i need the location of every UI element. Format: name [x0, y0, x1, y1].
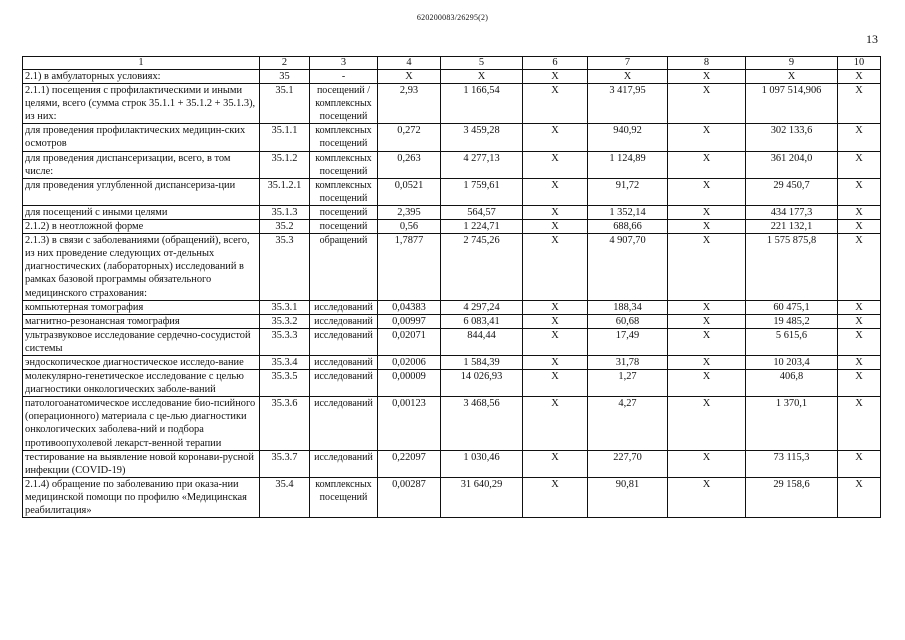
unit: обращений — [310, 234, 378, 300]
standard-volume: 2,93 — [378, 84, 441, 124]
cost-per-unit: 31 640,29 — [441, 477, 523, 517]
col7-value: 940,92 — [588, 124, 668, 151]
col7-value: 1 352,14 — [588, 205, 668, 219]
row-code: 35.1.2.1 — [260, 178, 310, 205]
col9-value: 5 615,6 — [746, 328, 838, 355]
col9-value: 434 177,3 — [746, 205, 838, 219]
standard-volume: 0,02006 — [378, 355, 441, 369]
col6-value: X — [523, 314, 588, 328]
col8-value: X — [668, 220, 746, 234]
row-label: ультразвуковое исследование сердечно-сосудистой системы — [23, 328, 260, 355]
table-row — [23, 178, 881, 205]
unit: посещений — [310, 205, 378, 219]
col9-value: 221 132,1 — [746, 220, 838, 234]
tariff-table — [22, 56, 881, 518]
table-header — [23, 57, 881, 70]
col10-value: X — [838, 234, 881, 300]
row-label: для проведения профилактических медицин-ских осмотров — [23, 124, 260, 151]
row-code: 35.3.5 — [260, 370, 310, 397]
column-number: 4 — [378, 57, 441, 70]
cost-per-unit: 1 030,46 — [441, 450, 523, 477]
col8-value: X — [668, 328, 746, 355]
row-code: 35.3.2 — [260, 314, 310, 328]
row-label: эндоскопическое диагностическое исследо-вание — [23, 355, 260, 369]
unit: исследований — [310, 314, 378, 328]
unit: комплексных посещений — [310, 151, 378, 178]
row-code: 35.3.7 — [260, 450, 310, 477]
unit: исследований — [310, 450, 378, 477]
row-code: 35.3 — [260, 234, 310, 300]
row-label: 2.1) в амбулаторных условиях: — [23, 70, 260, 84]
col10-value: X — [838, 355, 881, 369]
col8-value: X — [668, 355, 746, 369]
cost-per-unit: 2 745,26 — [441, 234, 523, 300]
cost-per-unit: 1 584,39 — [441, 355, 523, 369]
col6-value: X — [523, 205, 588, 219]
table-row — [23, 314, 881, 328]
col6-value: X — [523, 477, 588, 517]
col6-value: X — [523, 328, 588, 355]
unit: комплексных посещений — [310, 477, 378, 517]
col8-value: X — [668, 70, 746, 84]
column-number: 5 — [441, 57, 523, 70]
col10-value: X — [838, 477, 881, 517]
cost-per-unit: 1 224,71 — [441, 220, 523, 234]
standard-volume: 0,56 — [378, 220, 441, 234]
col9-value: 302 133,6 — [746, 124, 838, 151]
unit: исследований — [310, 397, 378, 450]
table-row — [23, 450, 881, 477]
col7-value: 4 907,70 — [588, 234, 668, 300]
row-label: 2.1.3) в связи с заболеваниями (обращений), всего, из них проведение следующих от-дельных диагностических (лабораторных) исследований в рамках базовой программы обязательного медицинского страхования: — [23, 234, 260, 300]
row-label: для проведения углубленной диспансериза-ции — [23, 178, 260, 205]
unit: исследований — [310, 328, 378, 355]
col7-value: 188,34 — [588, 300, 668, 314]
col7-value: 1,27 — [588, 370, 668, 397]
col10-value: X — [838, 370, 881, 397]
unit: исследований — [310, 370, 378, 397]
table-row — [23, 370, 881, 397]
standard-volume: 0,00123 — [378, 397, 441, 450]
col10-value: X — [838, 450, 881, 477]
col8-value: X — [668, 124, 746, 151]
standard-volume: 0,22097 — [378, 450, 441, 477]
row-label: магнитно-резонансная томография — [23, 314, 260, 328]
col7-value: X — [588, 70, 668, 84]
row-code: 35.1.3 — [260, 205, 310, 219]
unit: - — [310, 70, 378, 84]
unit: посещений — [310, 220, 378, 234]
col6-value: X — [523, 220, 588, 234]
standard-volume: X — [378, 70, 441, 84]
row-label: 2.1.1) посещения с профилактическими и иными целями, всего (сумма строк 35.1.1 + 35.1.2 + 35.1.3), из них: — [23, 84, 260, 124]
table-row — [23, 151, 881, 178]
col7-value: 90,81 — [588, 477, 668, 517]
row-label: молекулярно-генетическое исследование с целью диагностики онкологических заболе-ваний — [23, 370, 260, 397]
cost-per-unit: 3 459,28 — [441, 124, 523, 151]
col10-value: X — [838, 84, 881, 124]
col9-value: 29 450,7 — [746, 178, 838, 205]
standard-volume: 0,0521 — [378, 178, 441, 205]
row-code: 35.1.1 — [260, 124, 310, 151]
table-row — [23, 84, 881, 124]
col9-value: 406,8 — [746, 370, 838, 397]
standard-volume: 0,263 — [378, 151, 441, 178]
col8-value: X — [668, 178, 746, 205]
table-row — [23, 124, 881, 151]
column-number: 2 — [260, 57, 310, 70]
row-code: 35.1 — [260, 84, 310, 124]
col6-value: X — [523, 234, 588, 300]
cost-per-unit: 564,57 — [441, 205, 523, 219]
col6-value: X — [523, 370, 588, 397]
col7-value: 17,49 — [588, 328, 668, 355]
table-body — [23, 70, 881, 518]
col6-value: X — [523, 450, 588, 477]
col9-value: 1 370,1 — [746, 397, 838, 450]
col6-value: X — [523, 178, 588, 205]
unit: исследований — [310, 355, 378, 369]
cost-per-unit: X — [441, 70, 523, 84]
col6-value: X — [523, 151, 588, 178]
table-row — [23, 234, 881, 300]
col6-value: X — [523, 300, 588, 314]
page-number: 13 — [866, 32, 878, 46]
row-code: 35.3.1 — [260, 300, 310, 314]
cost-per-unit: 844,44 — [441, 328, 523, 355]
unit: комплексных посещений — [310, 178, 378, 205]
col9-value: 10 203,4 — [746, 355, 838, 369]
cost-per-unit: 1 166,54 — [441, 84, 523, 124]
cost-per-unit: 14 026,93 — [441, 370, 523, 397]
table-row — [23, 477, 881, 517]
col6-value: X — [523, 124, 588, 151]
cost-per-unit: 3 468,56 — [441, 397, 523, 450]
row-code: 35.3.4 — [260, 355, 310, 369]
col7-value: 91,72 — [588, 178, 668, 205]
col8-value: X — [668, 300, 746, 314]
table-row — [23, 328, 881, 355]
col6-value: X — [523, 355, 588, 369]
col10-value: X — [838, 314, 881, 328]
row-label: для посещений с иными целями — [23, 205, 260, 219]
cost-per-unit: 6 083,41 — [441, 314, 523, 328]
col8-value: X — [668, 205, 746, 219]
row-code: 35 — [260, 70, 310, 84]
col10-value: X — [838, 70, 881, 84]
col10-value: X — [838, 220, 881, 234]
standard-volume: 0,272 — [378, 124, 441, 151]
col10-value: X — [838, 328, 881, 355]
column-number: 9 — [746, 57, 838, 70]
col9-value: 1 097 514,906 — [746, 84, 838, 124]
cost-per-unit: 4 297,24 — [441, 300, 523, 314]
col10-value: X — [838, 124, 881, 151]
standard-volume: 2,395 — [378, 205, 441, 219]
unit: исследований — [310, 300, 378, 314]
col6-value: X — [523, 84, 588, 124]
col9-value: 361 204,0 — [746, 151, 838, 178]
col9-value: 19 485,2 — [746, 314, 838, 328]
col9-value: 73 115,3 — [746, 450, 838, 477]
column-number: 7 — [588, 57, 668, 70]
col10-value: X — [838, 151, 881, 178]
col7-value: 688,66 — [588, 220, 668, 234]
cost-per-unit: 1 759,61 — [441, 178, 523, 205]
col7-value: 227,70 — [588, 450, 668, 477]
standard-volume: 0,00997 — [378, 314, 441, 328]
row-code: 35.1.2 — [260, 151, 310, 178]
standard-volume: 0,02071 — [378, 328, 441, 355]
standard-volume: 0,04383 — [378, 300, 441, 314]
col9-value: 60 475,1 — [746, 300, 838, 314]
column-number: 10 — [838, 57, 881, 70]
table-row — [23, 220, 881, 234]
col10-value: X — [838, 300, 881, 314]
column-number: 8 — [668, 57, 746, 70]
table-row — [23, 205, 881, 219]
col8-value: X — [668, 397, 746, 450]
col9-value: X — [746, 70, 838, 84]
row-code: 35.2 — [260, 220, 310, 234]
col10-value: X — [838, 178, 881, 205]
col8-value: X — [668, 450, 746, 477]
unit: комплексных посещений — [310, 124, 378, 151]
col7-value: 3 417,95 — [588, 84, 668, 124]
standard-volume: 0,00009 — [378, 370, 441, 397]
row-label: 2.1.2) в неотложной форме — [23, 220, 260, 234]
table-row — [23, 70, 881, 84]
table-row — [23, 300, 881, 314]
col7-value: 4,27 — [588, 397, 668, 450]
col8-value: X — [668, 151, 746, 178]
row-label: компьютерная томография — [23, 300, 260, 314]
row-code: 35.3.6 — [260, 397, 310, 450]
unit: посещений / комплексных посещений — [310, 84, 378, 124]
standard-volume: 0,00287 — [378, 477, 441, 517]
row-label: 2.1.4) обращение по заболеванию при оказа-нии медицинской помощи по профилю «Медицинская реабилитация» — [23, 477, 260, 517]
col9-value: 1 575 875,8 — [746, 234, 838, 300]
col10-value: X — [838, 205, 881, 219]
column-number: 3 — [310, 57, 378, 70]
row-label: для проведения диспансеризации, всего, в том числе: — [23, 151, 260, 178]
col8-value: X — [668, 314, 746, 328]
row-label: патологоанатомическое исследование био-псийного (операционного) материала с це-лью диагностики онкологических заболева-ний и подбора противоопухолевой лекарст-венной терапии — [23, 397, 260, 450]
col10-value: X — [838, 397, 881, 450]
row-code: 35.3.3 — [260, 328, 310, 355]
standard-volume: 1,7877 — [378, 234, 441, 300]
column-number: 1 — [23, 57, 260, 70]
document-id: 620200083/26295(2) — [416, 13, 489, 22]
col7-value: 31,78 — [588, 355, 668, 369]
col6-value: X — [523, 70, 588, 84]
col8-value: X — [668, 370, 746, 397]
col6-value: X — [523, 397, 588, 450]
table-row — [23, 397, 881, 450]
col8-value: X — [668, 477, 746, 517]
column-number-row — [23, 57, 881, 70]
col8-value: X — [668, 234, 746, 300]
cost-per-unit: 4 277,13 — [441, 151, 523, 178]
col7-value: 60,68 — [588, 314, 668, 328]
col9-value: 29 158,6 — [746, 477, 838, 517]
row-label: тестирование на выявление новой коронави-русной инфекции (COVID-19) — [23, 450, 260, 477]
col7-value: 1 124,89 — [588, 151, 668, 178]
table-row — [23, 355, 881, 369]
row-code: 35.4 — [260, 477, 310, 517]
col8-value: X — [668, 84, 746, 124]
column-number: 6 — [523, 57, 588, 70]
